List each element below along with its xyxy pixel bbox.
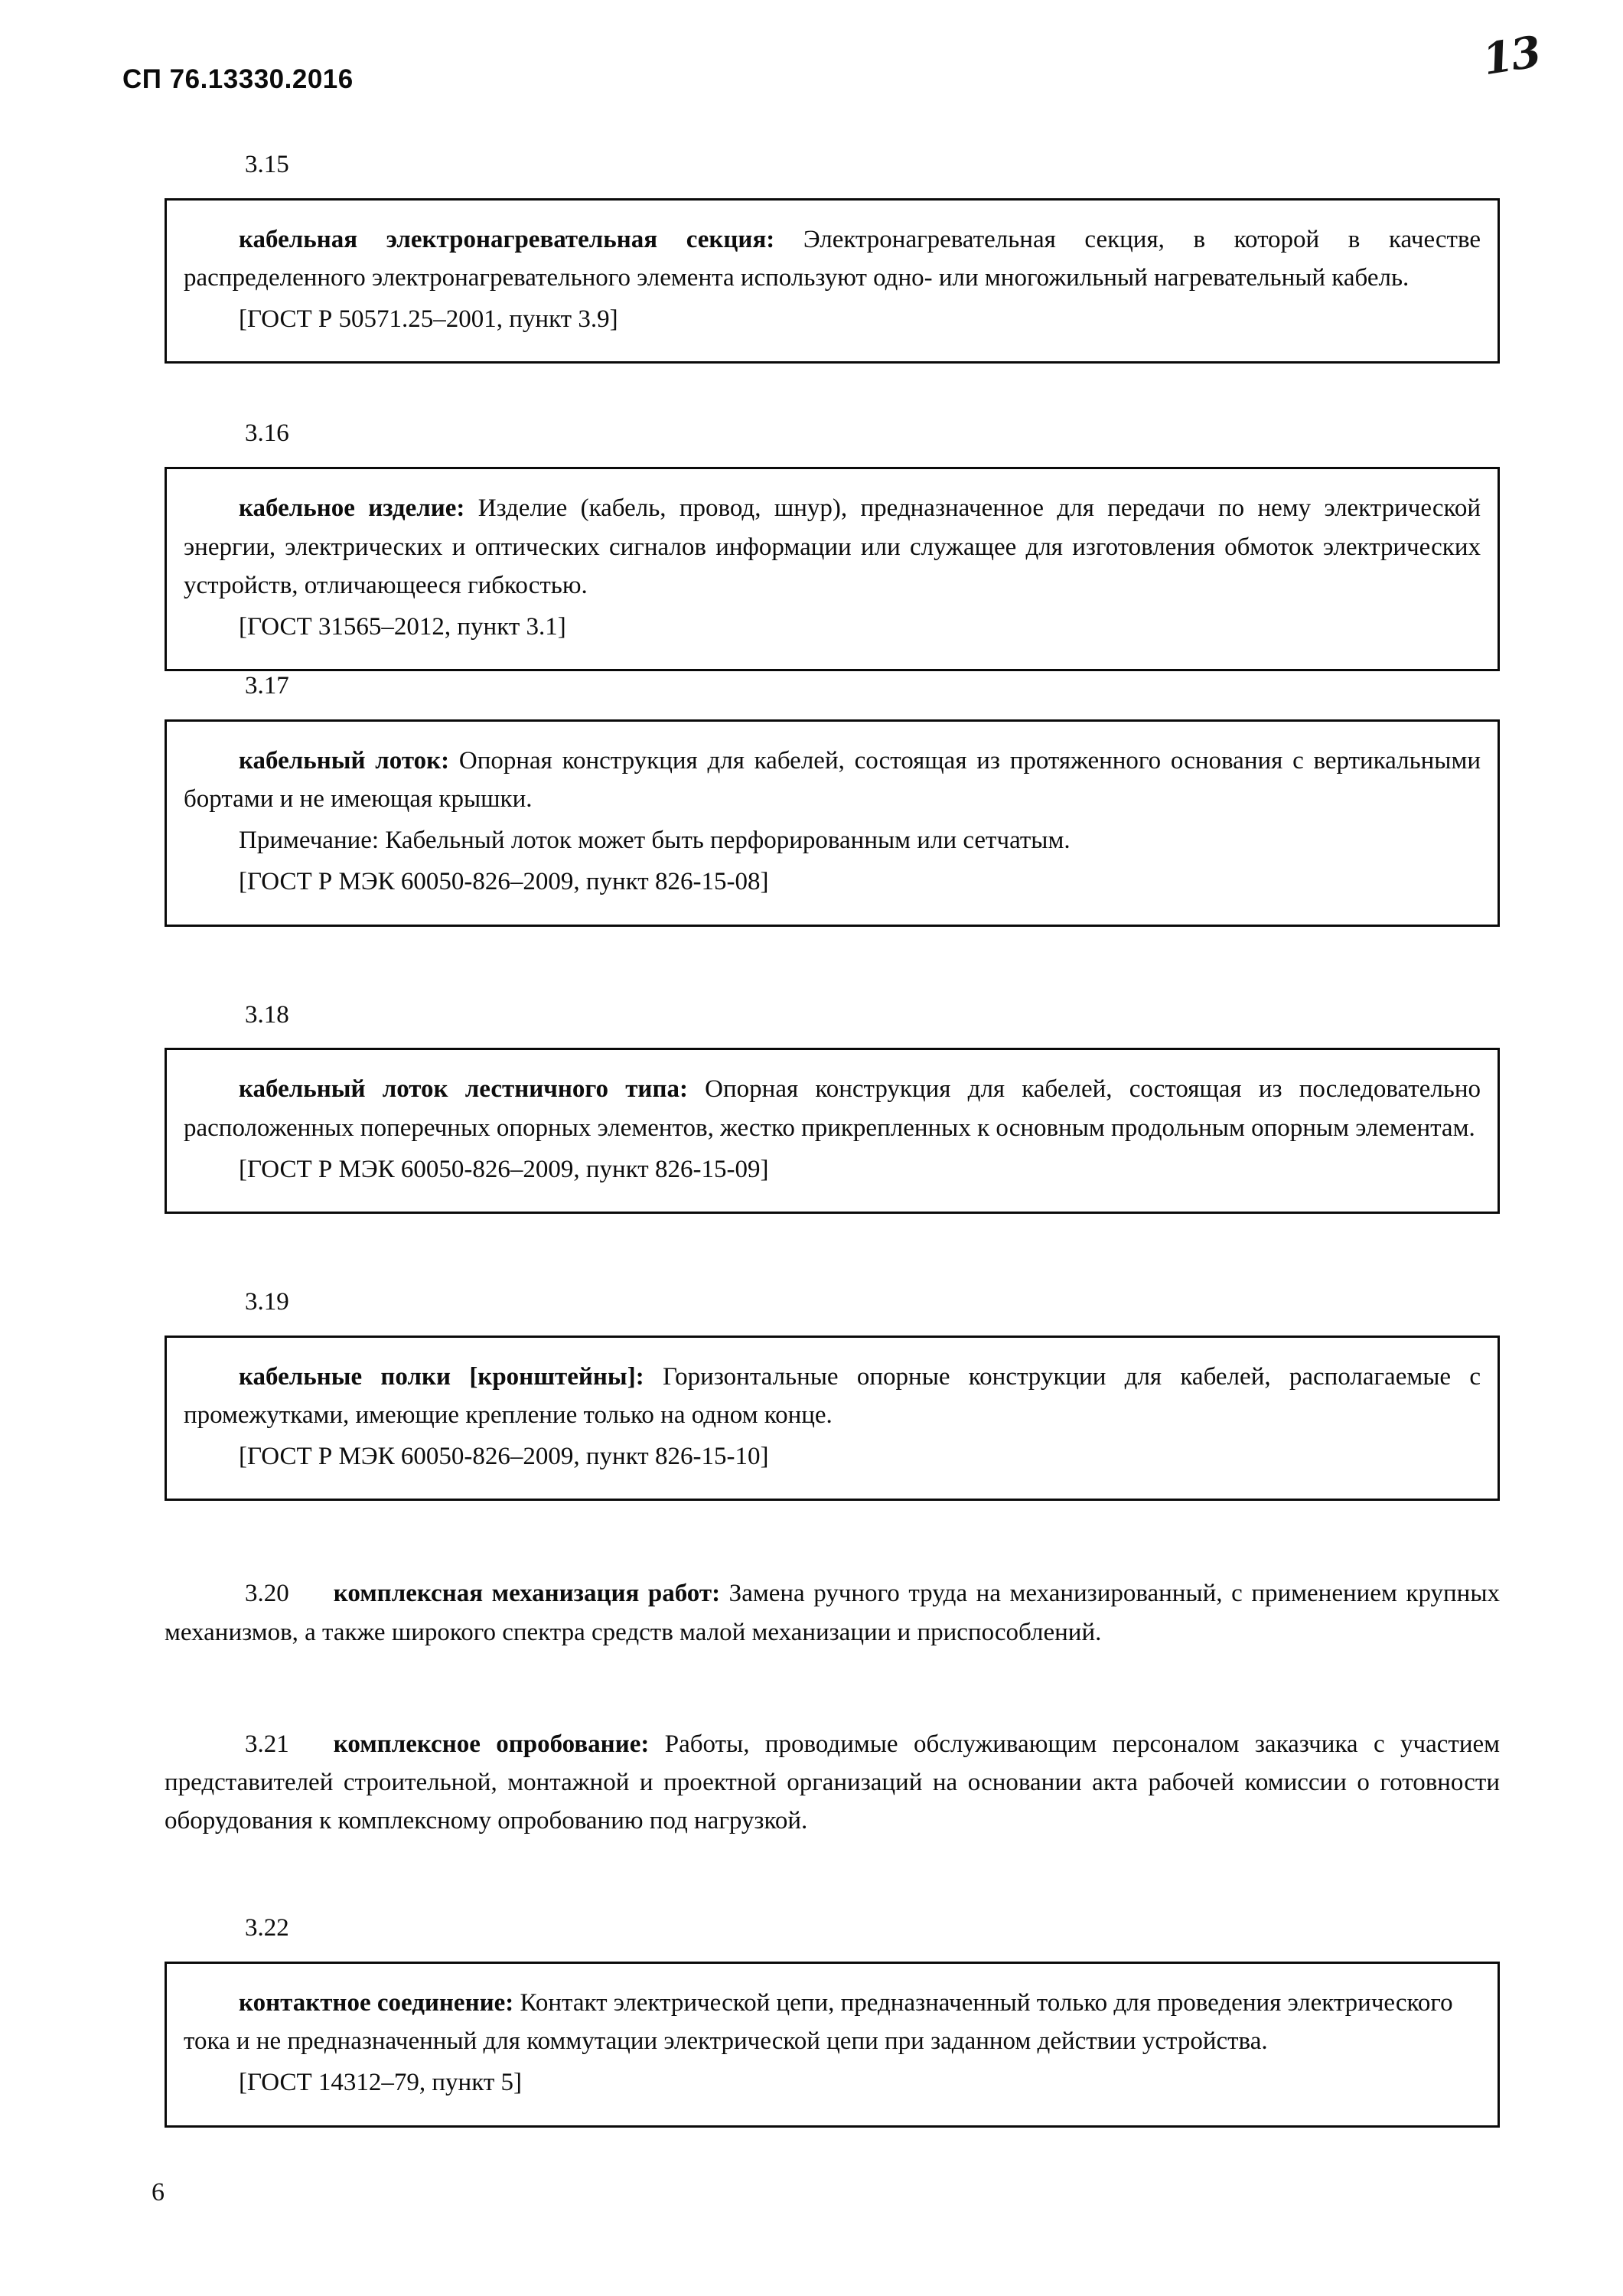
clause-paragraph <box>165 1574 1500 1651</box>
document-code-header: СП 76.13330.2016 <box>122 64 354 94</box>
definition-body: Работы, проводимые обслуживающим персоналом заказчика с участием представителей строительной, монтажной и проектной организаций на основании акта рабочей комиссии о готовности оборудования к комплексному опробованию под нагрузкой. <box>165 1730 1501 1835</box>
definition-paragraph <box>184 1358 1481 1434</box>
page-content <box>165 150 1500 2128</box>
clause-number-3-18: 3.18 <box>245 1000 289 1029</box>
definition-paragraph <box>184 742 1481 818</box>
clause-number-3-17: 3.17 <box>245 671 289 700</box>
definition-term: контактное соединение: <box>239 1989 514 2017</box>
definition-box-3-17 <box>165 719 1500 927</box>
clause-number-3-21: 3.21 <box>245 1730 289 1758</box>
definition-paragraph <box>184 1984 1481 2060</box>
definition-box-3-19 <box>165 1336 1500 1501</box>
clause-3-20 <box>165 1574 1500 1651</box>
clause-number-3-15: 3.15 <box>245 151 289 178</box>
definition-term: кабельная электронагревательная секция: <box>239 225 775 253</box>
definition-source: [ГОСТ 14312–79, пункт 5] <box>239 2069 522 2097</box>
definition-body: Изделие (кабель, провод, шнур), предназначенное для передачи по нему электрической энергии, электрических и оптических сигналов информации или служащее для изготовления обмоток электрических устройств, отличающееся гибкостью. <box>184 494 1481 599</box>
definition-body: Опорная конструкция для кабелей, состоящая из последовательно расположенных поперечных опорных элементов, жестко прикрепленных к основным продольным опорным элементам. <box>184 1075 1481 1142</box>
definition-paragraph <box>184 220 1481 297</box>
definition-term: кабельный лоток: <box>239 746 450 775</box>
definition-term: кабельное изделие: <box>239 494 465 523</box>
clause-number-3-22: 3.22 <box>245 1914 289 1942</box>
clause-number-3-16: 3.16 <box>245 419 289 448</box>
definition-term: комплексная механизация работ: <box>333 1580 721 1608</box>
definition-box-3-22 <box>165 1962 1500 2127</box>
definition-source: [ГОСТ Р МЭК 60050-826–2009, пункт 826-15-10] <box>239 1443 769 1471</box>
definition-body: Контакт электрической цепи, предназначенный только для проведения электрического тока и не предназначенный для коммутации электрической цепи при заданном действии устройства. <box>184 1989 1453 2056</box>
definition-source: [ГОСТ Р МЭК 60050-826–2009, пункт 826-15-09] <box>239 1155 769 1183</box>
definition-body: Горизонтальные опорные конструкции для кабелей, располагаемые с промежутками, имеющие крепление только на одном конце. <box>184 1362 1481 1430</box>
clause-3-21 <box>165 1725 1500 1840</box>
definition-paragraph <box>184 489 1481 604</box>
definition-body: Опорная конструкция для кабелей, состоящая из протяженного основания с вертикальными бортами и не имеющая крышки. <box>184 746 1481 814</box>
definition-note: Примечание: Кабельный лоток может быть перфорированным или сетчатым. <box>239 827 1071 855</box>
definition-paragraph <box>184 1070 1481 1146</box>
definition-term: кабельные полки [кронштейны]: <box>239 1362 644 1391</box>
definition-term: кабельный лоток лестничного типа: <box>239 1075 688 1104</box>
clause-number-3-20: 3.20 <box>245 1580 289 1608</box>
definition-body: Замена ручного труда на механизированный, с применением крупных механизмов, а также широкого спектра средств малой механизации и приспособлений. <box>165 1580 1500 1646</box>
definition-box-3-18 <box>165 1048 1500 1213</box>
definition-source: [ГОСТ Р 50571.25–2001, пункт 3.9] <box>239 305 618 334</box>
definition-box-3-15 <box>165 198 1500 364</box>
clause-paragraph <box>165 1725 1500 1840</box>
handwritten-page-mark: 13 <box>1479 26 1543 86</box>
clause-number-3-19: 3.19 <box>245 1287 289 1316</box>
definition-term: комплексное опробование: <box>333 1730 650 1758</box>
definition-box-3-16 <box>165 467 1500 671</box>
definition-body: Электронагревательная секция, в которой в качестве распределенного электронагревательного элемента используют одно- или многожильный нагревательный кабель. <box>184 225 1481 292</box>
footer-page-number: 6 <box>152 2178 165 2206</box>
definition-source: [ГОСТ 31565–2012, пункт 3.1] <box>239 612 566 641</box>
definition-source: [ГОСТ Р МЭК 60050-826–2009, пункт 826-15-08] <box>239 868 769 896</box>
